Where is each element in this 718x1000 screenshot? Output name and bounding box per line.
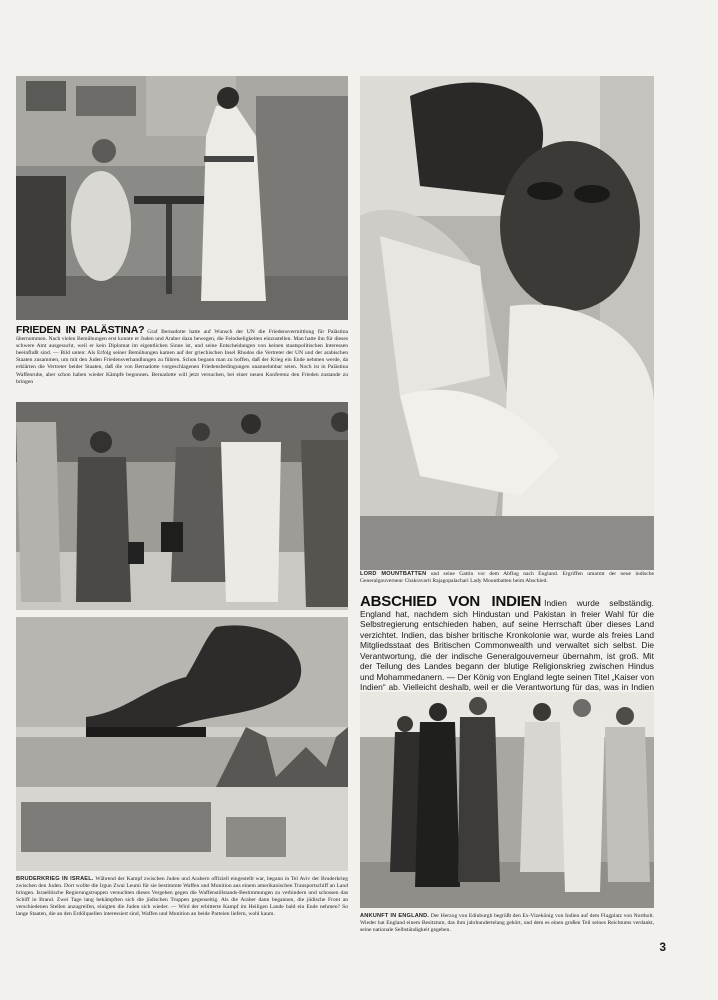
caption-england-text: Der Herzog von Edinburgh begrüßt den Ex-Vizekönig von Indien auf dem Flugplatz von Northolt. Wieder hat England einem Besitztum, das ihm jahrhundertelang gehört, und dem es einen großen Teil seines Reichtums verdankt, seine nationale Selbständigkeit gegeben. xyxy=(360,913,654,934)
caption-england-lead: ANKUNFT IN ENGLAND. xyxy=(360,913,430,919)
photo-arrival-england xyxy=(360,692,654,908)
caption-mountbatten-text: und seine Gattin vor dem Abflug nach England. Ergriffen umarmt der neue indische Generalgouverneur Chakravarti Rajagopalachari Lady Mountbatten beim Abschied. xyxy=(360,571,654,585)
caption-israel-text: Während der Kampf zwischen Juden und Arabern offiziell eingestellt war, begann in Tel Aviv der Bruderkrieg zwischen den Juden. Dort wollte die Irgun Zwai Leumi für sie bestimmte Waffen und Munition aus einem amerikanischen Transportschiff an Land bringen. Israelitische Regierungstruppen versuchten dieses Vergehen gegen die Waffenstillstands-Bestimmungen zu verhindern und schossen das Schiff in Brand. Zwei Tage lang bekämpften sich die jüdischen Truppen gegenseitig. Als die Araber dann begannen, die jüdische Front an verschiedenen Stellen anzugreifen, einigten die Juden sich wieder. — Wird der erbitterte Kampf im Heiligen Lande bald ein Ende nehmen? So lange Staaten, die an den Erdölquellen interessiert sind, Waffen und Munition an beide Parteien liefern, wohl kaum. xyxy=(16,876,348,918)
caption-israel xyxy=(16,876,348,919)
photo-rhodes-delegates xyxy=(16,402,348,610)
caption-palestine-text: Graf Bernadotte hatte auf Wunsch der UN die Friedensvermittlung für Palästina übernommen. Nach vielen Bemühungen erst konnte er Juden und Araber dazu bewegen, die Feindseligkeiten einzustellen. Man hatte ihn für dieses schwere Amt ausgesucht, weil er kein Diplomat im eigentlichen Sinne ist, und seine Entscheidungen von keinen staatspolitischen Interessen beeinflußt sind. — Bild unten: Als Erfolg seiner Bemühungen kamen auf der griechischen Insel Rhodos die Vertreter der UN und der arabischen Staaten zusammen, um mit den Juden Friedensverhandlungen zu führen. Schon begann man zu hoffen, daß der Krieg ein Ende nehmen werde, da erklärten die Vertreter beider Staaten, daß die von Bernadotte vorgeschlagenen Friedensbedingungen unannehmbar seien. Noch ist in Palästina Waffenruhe, aber schon haben wieder Kämpfe begonnen. Bernadotte will jetzt versuchen, bei einer neuen Konferenz den Frieden zustande zu bringen xyxy=(16,329,348,385)
caption-palestine xyxy=(16,324,348,386)
caption-mountbatten-lead: LORD MOUNTBATTEN xyxy=(360,571,427,577)
caption-mountbatten xyxy=(360,571,654,585)
photo-burning-ship xyxy=(16,617,348,871)
article-india xyxy=(360,593,655,703)
photo-bernadotte-veranda xyxy=(16,76,348,320)
headline-india: ABSCHIED VON INDIEN xyxy=(360,593,542,610)
page-number: 3 xyxy=(659,940,666,954)
photo-mountbatten-farewell xyxy=(360,76,654,570)
headline-palestine: FRIEDEN IN PALÄSTINA? xyxy=(16,324,145,336)
caption-england xyxy=(360,913,654,934)
article-india-text: Indien wurde selbständig. England hat, nachdem sich Hindustan und Pakistan in freier Wahl für die Selbstregierung entschieden haben, auf seine Herrschaft über dieses Land verzichtet. Indien, das bisher britische Kronkolonie war, wurde als freies Land Mitgliedsstaat des Britischen Commonwealth und verwaltet sich selbst. Die Verantwortung, die der indische Generalgouverneur übernahm, ist groß. Mit der Teilung des Landes begann der blutige Religionskrieg zwischen Hindus und Mohammedanern. — Der König von England legte seinen Titel „Kaiser von Indien“ ab. Vielleicht deshalb, weil er die Verantwortung für das, was in Indien xyxy=(360,598,655,692)
caption-israel-lead: BRUDERKRIEG IN ISRAEL. xyxy=(16,876,94,882)
